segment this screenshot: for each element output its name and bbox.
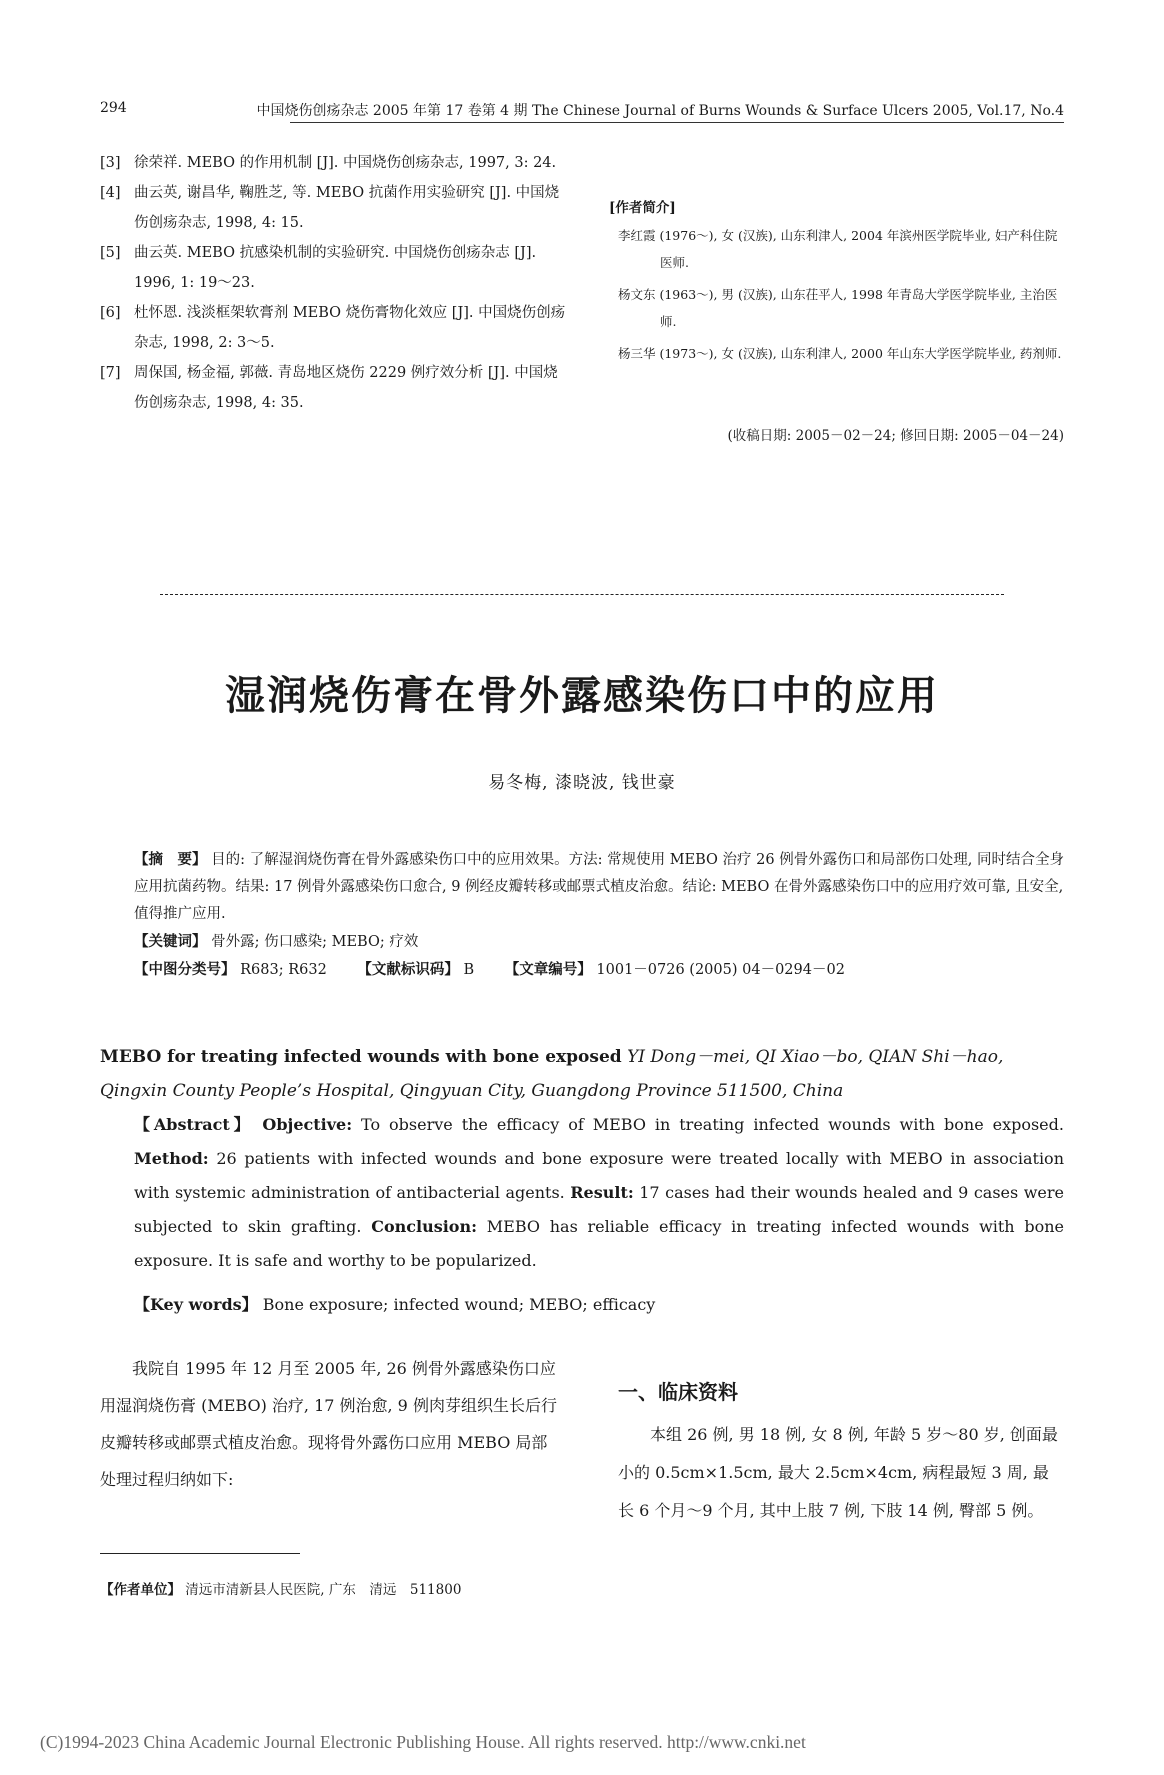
- footnote-rule: [100, 1553, 300, 1554]
- section-body: [618, 1416, 1064, 1530]
- author-bio: [609, 196, 1064, 372]
- article-divider: [160, 594, 1004, 595]
- abstract-text: 目的: 了解湿润烧伤膏在骨外露感染伤口中的应用效果。方法: 常规使用 MEBO 治疗 26 例骨外露伤口和局部伤口处理, 同时结合全身应用抗菌药物。结果: 17 例骨外露感染伤口愈合, 9 例经皮瓣转移或邮票式植皮治愈。结论: MEBO 在骨外露感染伤口中的应用疗效可靠, 且安全, 值得推广应用.: [134, 852, 1064, 922]
- chinese-abstract: [100, 846, 1064, 984]
- reference-list: [100, 148, 570, 418]
- objective-text: To observe the efficacy of MEBO in treating infected wounds with bone exposed.: [361, 1115, 1064, 1134]
- intro-paragraph: 我院自 1995 年 12 月至 2005 年, 26 例骨外露感染伤口应用湿润烧伤膏 (MEBO) 治疗, 17 例治愈, 9 例肉芽组织生长后行皮瓣转移或邮票式植皮治愈。现将骨外露伤口应用 MEBO 局部处理过程归纳如下:: [100, 1359, 557, 1489]
- english-title-block: [100, 1040, 1064, 1108]
- conclusion-text: MEBO has reliable efficacy in treating infected wounds with bone exposure. It is safe and worthy to be popularized.: [134, 1217, 1065, 1270]
- english-keywords: [134, 1288, 1034, 1322]
- result-label: Result:: [570, 1183, 634, 1202]
- reference-item: [100, 358, 570, 418]
- affiliation-footnote: [100, 1578, 461, 1598]
- author-bio-heading: [作者简介]: [609, 200, 676, 216]
- classification-row: [100, 956, 1064, 984]
- received-dates: (收稿日期: 2005－02－24; 修回日期: 2005－04－24): [727, 428, 1064, 444]
- reference-text: 徐荣祥. MEBO 的作用机制 [J]. 中国烧伤创疡杂志, 1997, 3: 24.: [134, 155, 557, 171]
- reference-number: [3]: [100, 155, 121, 171]
- english-authors: YI Dong－mei, QI Xiao－bo, QIAN Shi－hao, Qingxin County People’s Hospital, Qingyuan City, Guangdong Province 511500, China: [100, 1047, 1004, 1101]
- abstract-label: 【摘 要】: [134, 851, 207, 868]
- section-heading: 一、临床资料: [618, 1380, 738, 1404]
- doc-code-label: 【文献标识码】: [357, 961, 459, 978]
- class-value: R683; R632: [240, 962, 327, 978]
- reference-item: [100, 178, 570, 238]
- article-title: 湿润烧伤膏在骨外露感染伤口中的应用: [225, 673, 939, 719]
- article-authors: 易冬梅, 漆晓波, 钱世豪: [488, 773, 676, 793]
- english-title: MEBO for treating infected wounds with bone exposed: [100, 1047, 622, 1067]
- reference-number: [6]: [100, 305, 121, 321]
- affiliation-label: 【作者单位】: [100, 1582, 181, 1598]
- author-bio-item: 杨三华 (1973～), 女 (汉族), 山东利津人, 2000 年山东大学医学院毕业, 药剂师.: [618, 346, 1062, 361]
- reference-text: 周保国, 杨金福, 郭薇. 青岛地区烧伤 2229 例疗效分析 [J]. 中国烧伤创疡杂志, 1998, 4: 35.: [134, 365, 558, 411]
- reference-number: [7]: [100, 365, 121, 381]
- section-paragraph: 本组 26 例, 男 18 例, 女 8 例, 年龄 5 岁～80 岁, 创面最小的 0.5cm×1.5cm, 最大 2.5cm×4cm, 病程最短 3 周, 最长 6 个月～9 个月, 其中上肢 7 例, 下肢 14 例, 臀部 5 例。: [618, 1425, 1058, 1520]
- english-abstract-label: 【Abstract】: [134, 1115, 254, 1134]
- english-abstract: [100, 1108, 1064, 1278]
- method-label: Method:: [134, 1149, 209, 1168]
- keywords-label: 【关键词】: [134, 933, 207, 950]
- reference-number: [4]: [100, 185, 121, 201]
- body-intro: [100, 1350, 562, 1498]
- result-text: 17 cases had their wounds healed and 9 cases were subjected to skin grafting.: [134, 1183, 1064, 1236]
- reference-item: [100, 148, 570, 178]
- conclusion-label: Conclusion:: [371, 1217, 477, 1236]
- english-keywords-label: 【Key words】: [134, 1295, 258, 1314]
- reference-text: 杜怀恩. 浅淡框架软膏剂 MEBO 烧伤膏物化效应 [J]. 中国烧伤创疡杂志, 1998, 2: 3～5.: [134, 305, 566, 351]
- reference-number: [5]: [100, 245, 121, 261]
- article-id-value: 1001－0726 (2005) 04－0294－02: [596, 962, 845, 978]
- author-bio-item: 李红霞 (1976～), 女 (汉族), 山东利津人, 2004 年滨州医学院毕业, 妇产科住院医师.: [618, 228, 1058, 270]
- reference-text: 曲云英, 谢昌华, 鞠胜芝, 等. MEBO 抗菌作用实验研究 [J]. 中国烧伤创疡杂志, 1998, 4: 15.: [134, 185, 560, 231]
- keywords-text: 骨外露; 伤口感染; MEBO; 疗效: [211, 934, 419, 950]
- reference-item: [100, 298, 570, 358]
- copyright-notice: (C)1994-2023 China Academic Journal Electronic Publishing House. All rights reserved. http://www.cnki.net: [40, 1732, 806, 1752]
- doc-code-value: B: [463, 962, 475, 978]
- english-abstract-paragraph: [100, 1108, 1064, 1278]
- article-id-label: 【文章编号】: [504, 961, 592, 978]
- class-label: 【中图分类号】: [134, 961, 236, 978]
- reference-item: [100, 238, 570, 298]
- abstract-paragraph: [100, 846, 1064, 928]
- page-number: 294: [100, 100, 127, 116]
- header-rule: [290, 122, 1064, 123]
- keywords-row: [100, 928, 1064, 956]
- method-text: 26 patients with infected wounds and bone exposure were treated locally with MEBO in association with systemic administration of antibacterial agents.: [134, 1149, 1064, 1202]
- reference-text: 曲云英. MEBO 抗感染机制的实验研究. 中国烧伤创疡杂志 [J]. 1996, 1: 19～23.: [134, 245, 537, 291]
- english-keywords-text: Bone exposure; infected wound; MEBO; efficacy: [262, 1295, 656, 1314]
- journal-header: 中国烧伤创疡杂志 2005 年第 17 卷第 4 期 The Chinese Journal of Burns Wounds & Surface Ulcers 2005, Vol.17, No.4: [256, 103, 1064, 119]
- author-bio-item: 杨文东 (1963～), 男 (汉族), 山东茌平人, 1998 年青岛大学医学院毕业, 主治医师.: [618, 287, 1058, 329]
- objective-label: Objective:: [262, 1115, 353, 1134]
- affiliation-text: 清远市清新县人民医院, 广东 清远 511800: [185, 1582, 462, 1598]
